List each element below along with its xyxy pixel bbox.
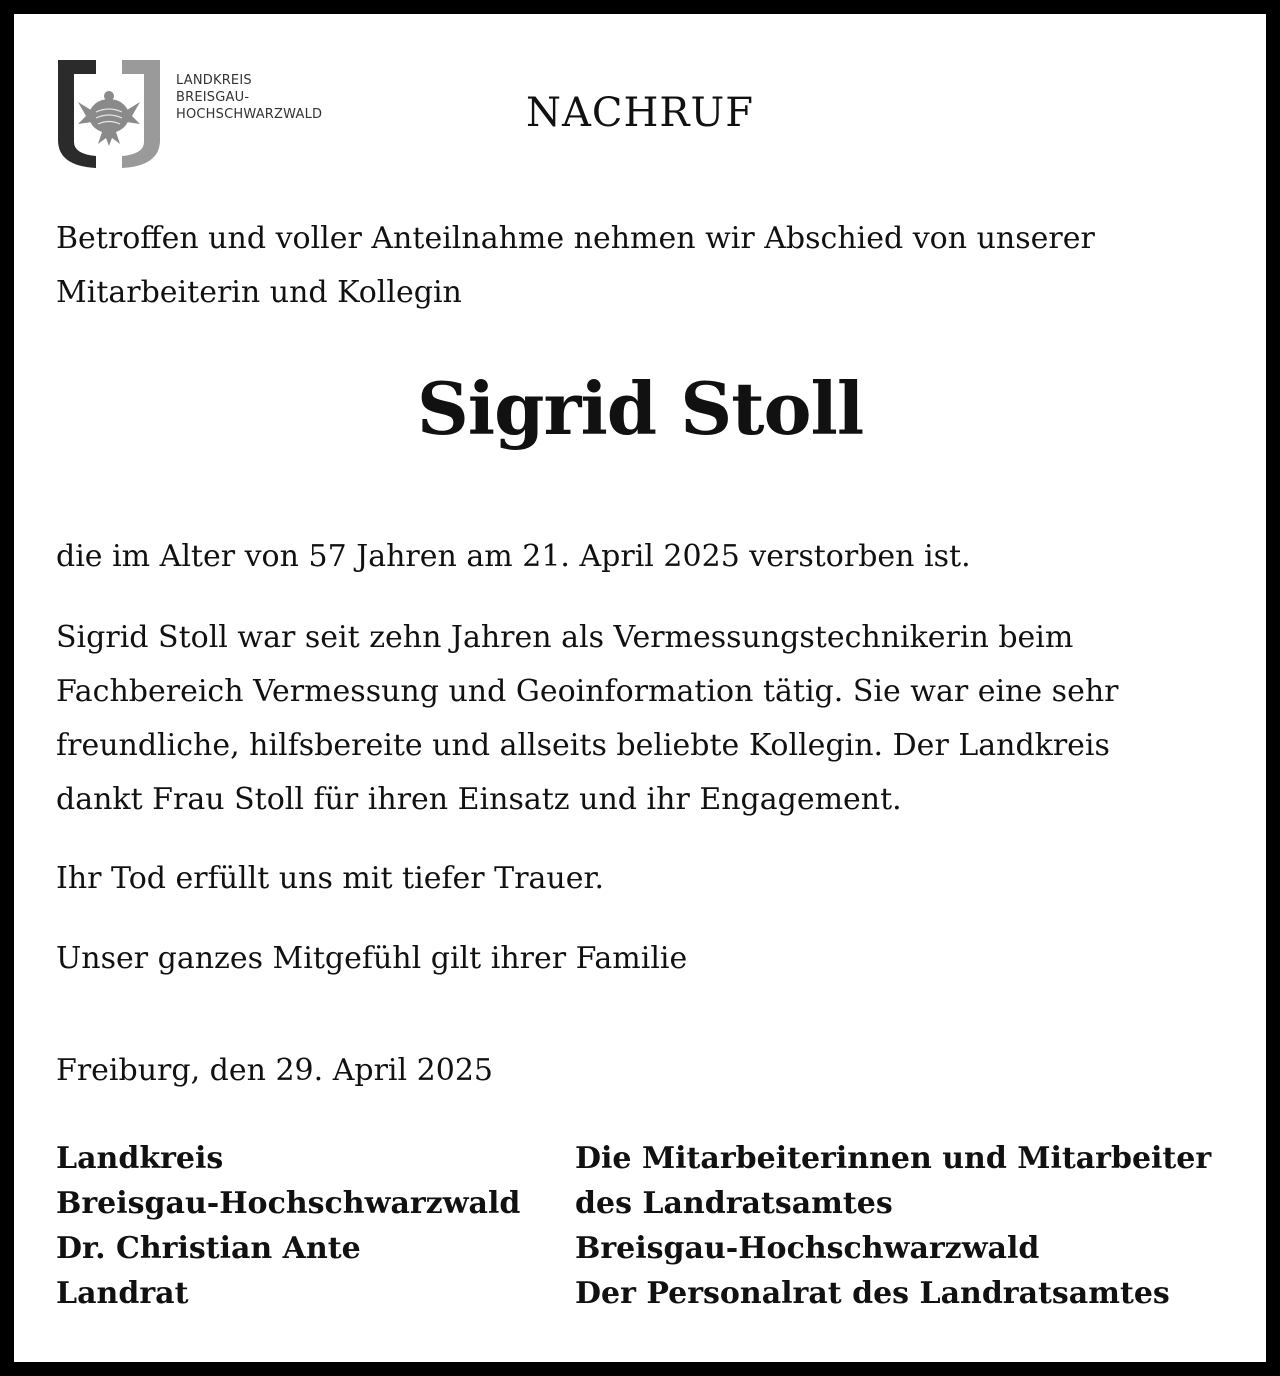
sympathy-line: Unser ganzes Mitgefühl gilt ihrer Familie: [56, 941, 688, 976]
obituary-notice: [14, 14, 1266, 1362]
logo-line: LANDKREIS: [176, 73, 252, 88]
signature-line: Breisgau-Hochschwarzwald: [575, 1231, 1040, 1266]
grief-line: Ihr Tod erfüllt uns mit tiefer Trauer.: [56, 861, 605, 896]
intro-paragraph: [56, 212, 1236, 320]
page-title: NACHRUF: [526, 90, 754, 136]
intro-line: Betroffen und voller Anteilnahme nehmen wir Abschied von unserer: [56, 221, 1095, 256]
deceased-name: Sigrid Stoll: [416, 366, 864, 451]
signature-line: Die Mitarbeiterinnen und Mitarbeiter: [575, 1141, 1212, 1176]
place-date: Freiburg, den 29. April 2025: [56, 1053, 493, 1088]
signature-line: Der Personalrat des Landratsamtes: [575, 1276, 1170, 1311]
signature-right: [575, 1136, 1211, 1316]
signature-line: des Landratsamtes: [575, 1186, 893, 1221]
signature-line: Dr. Christian Ante: [56, 1231, 361, 1266]
bio-line: freundliche, hilfsbereite und allseits beliebte Kollegin. Der Landkreis: [56, 728, 1110, 763]
intro-line: Mitarbeiterin und Kollegin: [56, 275, 462, 310]
age-line: die im Alter von 57 Jahren am 21. April 2025 verstorben ist.: [56, 539, 971, 574]
biography-paragraph: [56, 611, 1236, 827]
signature-line: Breisgau-Hochschwarzwald: [56, 1186, 521, 1221]
signature-line: Landkreis: [56, 1141, 224, 1176]
bio-line: Fachbereich Vermessung und Geoinformation tätig. Sie war eine sehr: [56, 674, 1119, 709]
logo-line: HOCHSCHWARZWALD: [176, 107, 323, 122]
signature-line: Landrat: [56, 1276, 189, 1311]
bio-line: Sigrid Stoll war seit zehn Jahren als Vermessungstechnikerin beim: [56, 620, 1074, 655]
signature-left: [56, 1136, 520, 1316]
logo-line: BREISGAU-: [176, 90, 250, 105]
bio-line: dankt Frau Stoll für ihren Einsatz und ihr Engagement.: [56, 782, 902, 817]
